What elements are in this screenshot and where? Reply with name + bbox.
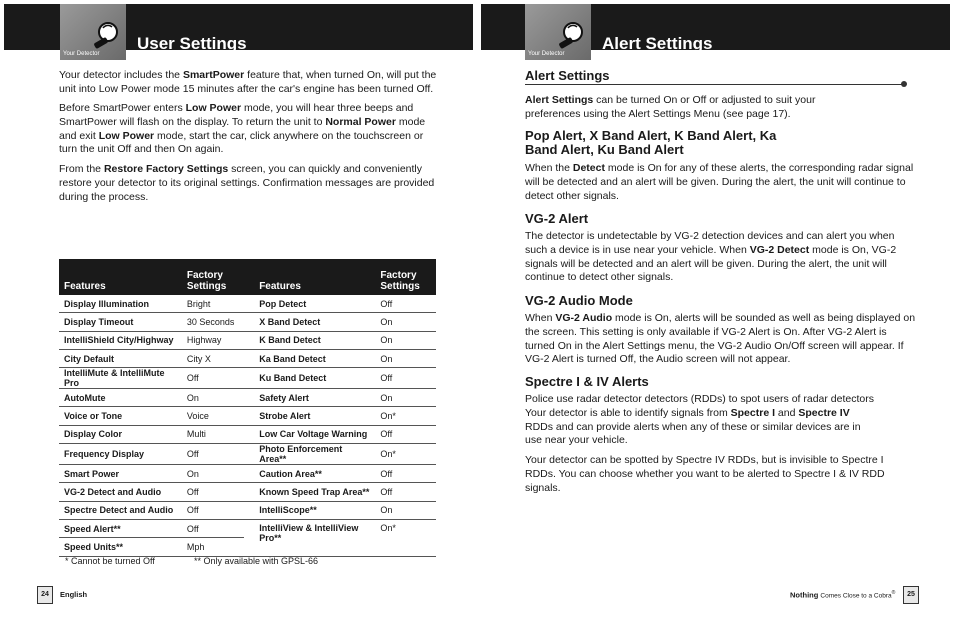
value-cell: On bbox=[375, 331, 436, 349]
value-cell: On bbox=[375, 349, 436, 367]
page-title: Alert Settings bbox=[602, 34, 713, 53]
table-row bbox=[59, 483, 436, 501]
col-features-1: Features bbox=[59, 259, 182, 295]
table-row bbox=[59, 389, 436, 407]
gap-cell bbox=[244, 444, 254, 465]
feature-cell: Pop Detect bbox=[254, 295, 375, 313]
value-cell: On bbox=[375, 313, 436, 331]
section-rule-dot bbox=[901, 81, 907, 87]
feature-cell: IntelliScope** bbox=[254, 501, 375, 519]
feature-cell: Ka Band Detect bbox=[254, 349, 375, 367]
logo-label: Your Detector bbox=[63, 51, 100, 57]
feature-cell: Known Speed Trap Area** bbox=[254, 483, 375, 501]
feature-cell: Ku Band Detect bbox=[254, 368, 375, 389]
table-row bbox=[59, 444, 436, 465]
value-cell: Off bbox=[182, 501, 244, 519]
value-cell: Bright bbox=[182, 295, 244, 313]
col-factory-1: Factory Settings bbox=[182, 259, 244, 295]
footnote-cannot-off: * Cannot be turned Off bbox=[65, 556, 155, 566]
value-cell: On* bbox=[375, 407, 436, 425]
feature-cell: Safety Alert bbox=[254, 389, 375, 407]
gap-cell bbox=[244, 483, 254, 501]
factory-settings-table bbox=[59, 259, 436, 557]
logo-label: Your Detector bbox=[528, 51, 565, 57]
restore-paragraph: From the Restore Factory Settings screen, you can quickly and conveniently restore your detector to its original settings. Confirmation messages are provided during the process. bbox=[59, 163, 435, 203]
value-cell: Voice bbox=[182, 407, 244, 425]
table-header-row bbox=[59, 259, 436, 295]
vg2-audio-heading: VG-2 Audio Mode bbox=[525, 293, 633, 308]
low-power-paragraph: Before SmartPower enters Low Power mode, you will hear three beeps and SmartPower will flash on the display. To return the unit to Normal Power mode and exit Low Power mode, start the car, click anywhere on the touchscreen or turn the unit Off and then On again. bbox=[59, 102, 426, 156]
value-cell: Off bbox=[182, 444, 244, 465]
radar-detector-icon bbox=[90, 18, 122, 50]
gap-cell bbox=[244, 295, 254, 313]
feature-cell: Display Color bbox=[59, 425, 182, 443]
spectre-paragraph-1: Police use radar detector detectors (RDDs) to spot users of radar detectors Your detector is able to identify signals from Spectre I and Spectre IV RDDs and can provide alerts when any of these or similar devices are in use near your vehicle. bbox=[525, 393, 874, 447]
table-row bbox=[59, 465, 436, 483]
value-cell: Off bbox=[375, 483, 436, 501]
radar-detector-icon bbox=[555, 18, 587, 50]
table-row bbox=[59, 425, 436, 443]
value-cell: Mph bbox=[182, 538, 244, 556]
value-cell: Highway bbox=[182, 331, 244, 349]
feature-cell: Display Timeout bbox=[59, 313, 182, 331]
footer-language: English bbox=[60, 590, 88, 599]
feature-cell: Caution Area** bbox=[254, 465, 375, 483]
feature-cell: IntelliView & IntelliView Pro** bbox=[254, 519, 375, 556]
feature-cell: Display Illumination bbox=[59, 295, 182, 313]
value-cell: On* bbox=[375, 444, 436, 465]
feature-cell: Photo Enforcement Area** bbox=[254, 444, 375, 465]
feature-cell: X Band Detect bbox=[254, 313, 375, 331]
smartpower-paragraph: Your detector includes the SmartPower feature that, when turned On, will put the unit into Low Power mode 15 minutes after the car's engine has been turned Off. bbox=[59, 69, 437, 95]
value-cell: On bbox=[375, 501, 436, 519]
feature-cell: IntelliShield City/Highway bbox=[59, 331, 182, 349]
gap-cell bbox=[244, 331, 254, 349]
gap-cell bbox=[244, 368, 254, 389]
feature-cell: Frequency Display bbox=[59, 444, 182, 465]
value-cell: Multi bbox=[182, 425, 244, 443]
feature-cell: Speed Units** bbox=[59, 538, 182, 556]
feature-cell: AutoMute bbox=[59, 389, 182, 407]
gap-cell bbox=[244, 465, 254, 483]
value-cell: City X bbox=[182, 349, 244, 367]
gap-cell bbox=[244, 519, 254, 556]
value-cell: On bbox=[182, 465, 244, 483]
feature-cell: IntelliMute & IntelliMute Pro bbox=[59, 368, 182, 389]
table-row bbox=[59, 519, 436, 537]
feature-cell: VG-2 Detect and Audio bbox=[59, 483, 182, 501]
feature-cell: Low Car Voltage Warning bbox=[254, 425, 375, 443]
section-rule bbox=[525, 84, 903, 85]
value-cell: Off bbox=[375, 465, 436, 483]
feature-cell: K Band Detect bbox=[254, 331, 375, 349]
feature-cell: Smart Power bbox=[59, 465, 182, 483]
feature-cell: Speed Alert** bbox=[59, 519, 182, 537]
pop-alert-paragraph: When the Detect mode is On for any of these alerts, the corresponding radar signal will be detected and an alert will be given. During the alert, the unit will continue to detect other signals. bbox=[525, 162, 914, 202]
value-cell: Off bbox=[375, 425, 436, 443]
gap-cell bbox=[244, 407, 254, 425]
gap-cell bbox=[244, 389, 254, 407]
feature-cell: Voice or Tone bbox=[59, 407, 182, 425]
alert-intro-paragraph: Alert Settings can be turned On or Off or adjusted to suit your preferences using the Alert Settings Menu (see page 17). bbox=[525, 94, 816, 120]
value-cell: 30 Seconds bbox=[182, 313, 244, 331]
value-cell: Off bbox=[375, 295, 436, 313]
spectre-heading: Spectre I & IV Alerts bbox=[525, 374, 649, 389]
col-features-2: Features bbox=[254, 259, 375, 295]
logo-box bbox=[525, 4, 591, 60]
page-title: User Settings bbox=[137, 34, 247, 53]
value-cell: Off bbox=[182, 368, 244, 389]
feature-cell: Strobe Alert bbox=[254, 407, 375, 425]
table-row bbox=[59, 295, 436, 313]
gap-cell bbox=[244, 349, 254, 367]
gap-cell bbox=[244, 501, 254, 519]
pop-alert-heading: Pop Alert, X Band Alert, K Band Alert, Ka Band Alert, Ku Band Alert bbox=[525, 128, 777, 157]
table-row bbox=[59, 349, 436, 367]
table-row bbox=[59, 407, 436, 425]
table-row bbox=[59, 368, 436, 389]
value-cell: On bbox=[375, 389, 436, 407]
value-cell: Off bbox=[182, 483, 244, 501]
value-cell: On bbox=[182, 389, 244, 407]
value-cell: On* bbox=[375, 519, 436, 556]
spectre-paragraph-2: Your detector can be spotted by Spectre IV RDDs, but is invisible to Spectre I RDDs. You can choose whether you want to be alerted to Spectre I & IV RDD signals. bbox=[525, 454, 885, 494]
vg2-alert-heading: VG-2 Alert bbox=[525, 211, 589, 226]
col-factory-2: Factory Settings bbox=[375, 259, 436, 295]
vg2-audio-paragraph: When VG-2 Audio mode is On, alerts will be sounded as well as being displayed on the screen. This setting is only available if VG-2 Alert is On. After VG-2 Alert is turned On in the Alert Settings menu, the VG-2 Audio On/Off screen will appear. If VG-2 Alert is turned Off, the Audio screen will not appear. bbox=[525, 312, 916, 366]
feature-cell: City Default bbox=[59, 349, 182, 367]
footnote-gpsl: ** Only available with GPSL-66 bbox=[194, 556, 319, 566]
logo-box bbox=[60, 4, 126, 60]
footer-tagline: Nothing Comes Close to a Cobra® bbox=[790, 590, 896, 600]
vg2-alert-paragraph: The detector is undetectable by VG-2 detection devices and can alert you when such a device is in use near your vehicle. When VG-2 Detect mode is On, VG-2 signals will be detected and an alert will be given. During the alert, the unit will continue to detect other signals. bbox=[525, 230, 897, 284]
table-row bbox=[59, 501, 436, 519]
page-number: 24 bbox=[37, 586, 53, 604]
gap-cell bbox=[244, 313, 254, 331]
value-cell: Off bbox=[182, 519, 244, 537]
section-heading: Alert Settings bbox=[525, 68, 610, 83]
gap-cell bbox=[244, 425, 254, 443]
page-number: 25 bbox=[903, 586, 919, 604]
table-row bbox=[59, 313, 436, 331]
feature-cell: Spectre Detect and Audio bbox=[59, 501, 182, 519]
value-cell: Off bbox=[375, 368, 436, 389]
table-row bbox=[59, 331, 436, 349]
right-page bbox=[477, 0, 954, 644]
